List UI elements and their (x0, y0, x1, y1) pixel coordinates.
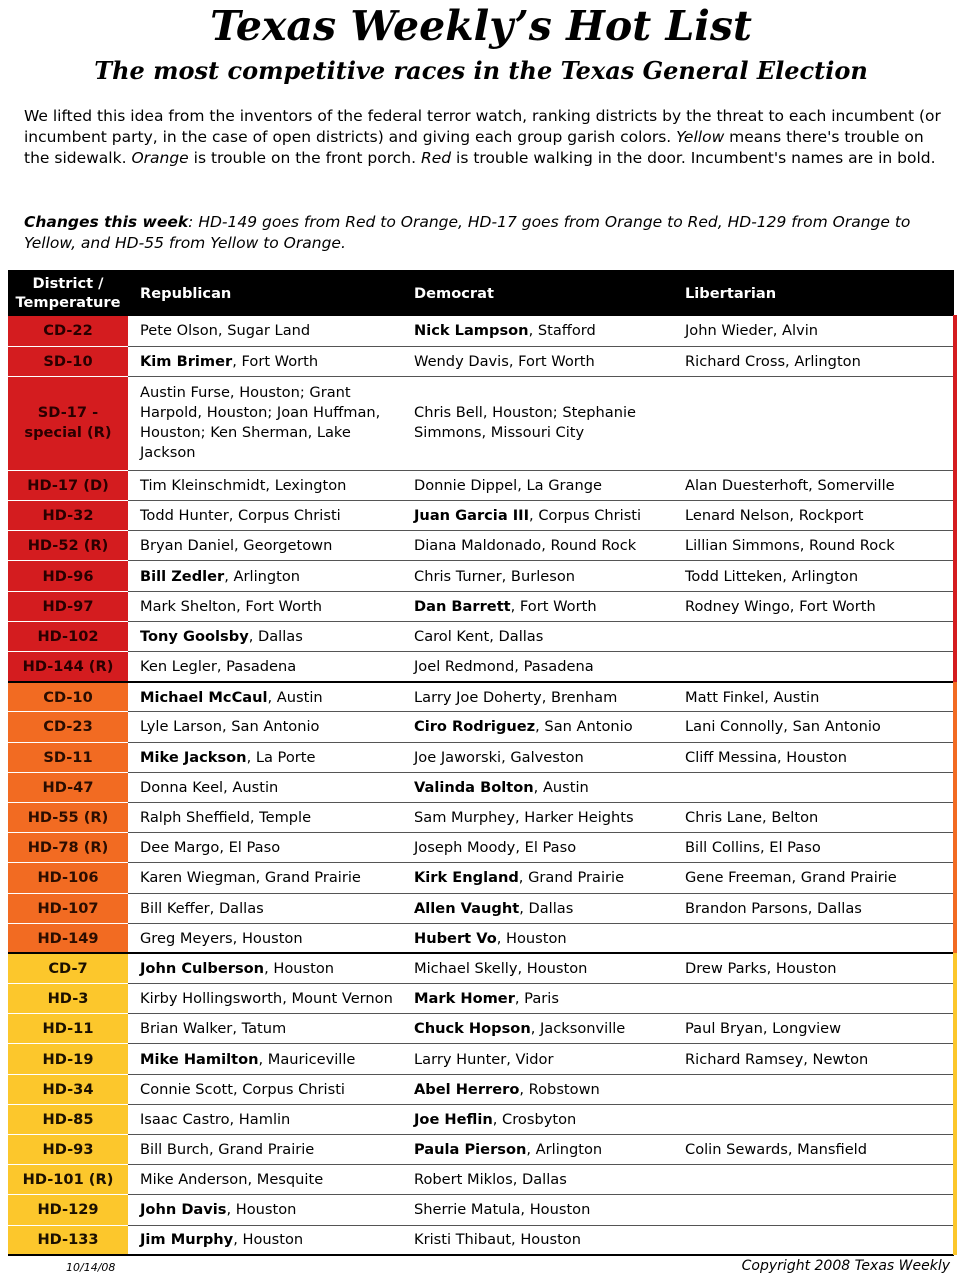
incumbent-name: John Davis (140, 1201, 227, 1219)
candidate-city: , El Paso (219, 839, 281, 857)
district-cell: HD-101 (R) (8, 1165, 128, 1195)
district-cell: HD-78 (R) (8, 833, 128, 863)
candidate-city: , Fort Worth (510, 597, 597, 615)
libertarian-cell (673, 1225, 954, 1255)
candidate-city: , Fort Worth (236, 597, 322, 615)
candidate-name: Sherrie Matula (414, 1201, 521, 1219)
changes-label: Changes this week (24, 213, 189, 231)
candidate-city: , Austin (533, 778, 589, 796)
incumbent-name: Mike Hamilton (140, 1050, 259, 1068)
candidate-city: , Mesquite (247, 1171, 324, 1189)
republican-cell (128, 984, 402, 1014)
intro-text-4: is trouble walking in the door. Incumbent's names are in bold. (451, 149, 936, 167)
republican-cell (128, 772, 402, 802)
table-body (8, 316, 954, 1255)
democrat-cell (402, 833, 673, 863)
republican-cell (128, 953, 402, 983)
district-cell: CD-10 (8, 682, 128, 712)
candidate-name: Brian Walker (140, 1020, 233, 1038)
intro-text-2: means there's trouble on the sidewalk. (24, 128, 924, 167)
changes-paragraph (24, 212, 944, 254)
democrat-cell (402, 621, 673, 651)
candidate-city: , Houston (517, 960, 588, 978)
incumbent-name: Hubert Vo (414, 929, 497, 947)
table-row (8, 561, 954, 591)
democrat-cell (402, 953, 673, 983)
intro-text-1: We lifted this idea from the inventors of the federal terror watch, ranking districts by the threat to each incumbent (or incumbent party, in the case of open districts) and giving each group garish colors. (24, 107, 941, 146)
libertarian-cell: Chris Lane, Belton (673, 802, 954, 832)
libertarian-cell: Paul Bryan, Longview (673, 1014, 954, 1044)
incumbent-name: John Culberson (140, 960, 265, 978)
republican-cell (128, 531, 402, 561)
candidate-city: , Tatum (232, 1020, 287, 1038)
table-row (8, 984, 954, 1014)
candidate-city: , Houston (226, 1201, 297, 1219)
table-row (8, 712, 954, 742)
district-cell: HD-52 (R) (8, 531, 128, 561)
candidate-city: , La Porte (246, 748, 316, 766)
candidate-city: , Harker Heights (515, 809, 634, 827)
header-district: District / Temperature (8, 270, 128, 316)
candidate-name: Bill Burch (140, 1141, 210, 1159)
democrat-cell (402, 893, 673, 923)
democrat-cell (402, 591, 673, 621)
table-row (8, 802, 954, 832)
democrat-cell (402, 316, 673, 346)
candidate-city: , El Paso (515, 839, 577, 857)
district-cell: CD-22 (8, 316, 128, 346)
candidate-city: , Burleson (501, 567, 576, 585)
candidate-name: Mike Anderson (140, 1171, 248, 1189)
libertarian-cell (673, 923, 954, 953)
table-row (8, 1225, 954, 1255)
republican-cell (128, 470, 402, 500)
table-row (8, 1044, 954, 1074)
table-row (8, 1135, 954, 1165)
candidate-city: , Jacksonville (530, 1020, 626, 1038)
district-cell: HD-129 (8, 1195, 128, 1225)
candidate-city: , Lexington (265, 476, 347, 494)
democrat-cell (402, 1104, 673, 1134)
candidate-city: , Fort Worth (232, 352, 319, 370)
district-cell: HD-3 (8, 984, 128, 1014)
district-cell: CD-7 (8, 953, 128, 983)
candidate-name: Ken Legler (140, 657, 217, 675)
district-cell: HD-55 (R) (8, 802, 128, 832)
candidate-city: , Brenham (541, 688, 618, 706)
candidate-city: , Arlington (224, 567, 301, 585)
candidate-name: Karen Wiegman (140, 869, 256, 887)
republican-cell (128, 682, 402, 712)
candidate-city: , Grand Prairie (255, 869, 361, 887)
table-row (8, 376, 954, 470)
candidate-name: Joel Redmond (414, 657, 515, 675)
table-row (8, 531, 954, 561)
candidate-city: , Dallas (209, 899, 264, 917)
candidate-name: Chris Bell, Houston; Stephanie Simmons, Missouri City (414, 404, 637, 442)
table-row (8, 953, 954, 983)
candidate-city: , La Grange (517, 476, 602, 494)
district-cell: CD-23 (8, 712, 128, 742)
democrat-cell (402, 1165, 673, 1195)
candidate-name: Robert Miklos (414, 1171, 513, 1189)
democrat-cell (402, 742, 673, 772)
republican-cell (128, 712, 402, 742)
footer-date: 10/14/08 (66, 1261, 116, 1274)
libertarian-cell: Colin Sewards, Mansfield (673, 1135, 954, 1165)
incumbent-name: Abel Herrero (414, 1080, 520, 1098)
republican-cell (128, 591, 402, 621)
candidate-name: Bill Keffer (140, 899, 210, 917)
footer-copyright: Copyright 2008 Texas Weekly (741, 1258, 950, 1274)
candidate-name: Lyle Larson (140, 718, 222, 736)
table-row (8, 591, 954, 621)
candidate-city: , Georgetown (234, 537, 333, 555)
district-cell: HD-34 (8, 1074, 128, 1104)
table-row (8, 742, 954, 772)
table-row (8, 621, 954, 651)
democrat-cell (402, 470, 673, 500)
candidate-city: , San Antonio (535, 718, 633, 736)
libertarian-cell: Drew Parks, Houston (673, 953, 954, 983)
libertarian-cell: Cliff Messina, Houston (673, 742, 954, 772)
democrat-cell (402, 772, 673, 802)
libertarian-cell (673, 652, 954, 682)
candidate-name: Connie Scott (140, 1080, 233, 1098)
candidate-city: , Arlington (526, 1141, 603, 1159)
candidate-city: , Houston (233, 1231, 304, 1249)
candidate-city: , Mount Vernon (282, 990, 393, 1008)
candidate-city: , Galveston (501, 748, 584, 766)
district-cell: HD-11 (8, 1014, 128, 1044)
democrat-cell (402, 531, 673, 561)
democrat-cell (402, 376, 673, 470)
candidate-city: , Corpus Christi (232, 1080, 345, 1098)
candidate-city: , Pasadena (514, 657, 594, 675)
candidate-city: , Stafford (528, 322, 596, 340)
district-cell: HD-144 (R) (8, 652, 128, 682)
incumbent-name: Jim Murphy (140, 1231, 234, 1249)
candidate-city: , Austin (223, 778, 279, 796)
candidate-city: , Dallas (489, 627, 544, 645)
incumbent-name: Paula Pierson (414, 1141, 527, 1159)
district-cell: HD-17 (D) (8, 470, 128, 500)
libertarian-cell: Gene Freeman, Grand Prairie (673, 863, 954, 893)
candidate-name: Larry Joe Doherty (414, 688, 542, 706)
candidate-city: , Grand Prairie (518, 869, 625, 887)
district-cell: HD-102 (8, 621, 128, 651)
libertarian-cell: Bill Collins, El Paso (673, 833, 954, 863)
libertarian-cell (673, 621, 954, 651)
candidate-name: Wendy Davis (414, 352, 509, 370)
candidate-name: Todd Hunter (140, 507, 229, 525)
table-row (8, 1014, 954, 1044)
district-cell: HD-97 (8, 591, 128, 621)
libertarian-cell: Todd Litteken, Arlington (673, 561, 954, 591)
candidate-name: Joe Jaworski (414, 748, 502, 766)
republican-cell (128, 1165, 402, 1195)
republican-cell (128, 1135, 402, 1165)
candidate-name: Isaac Castro (140, 1110, 230, 1128)
incumbent-name: Chuck Hopson (414, 1020, 531, 1038)
democrat-cell (402, 652, 673, 682)
republican-cell (128, 742, 402, 772)
incumbent-name: Nick Lampson (414, 322, 529, 340)
libertarian-cell (673, 1165, 954, 1195)
header-republican: Republican (128, 270, 402, 316)
incumbent-name: Michael McCaul (140, 688, 268, 706)
libertarian-cell: Rodney Wingo, Fort Worth (673, 591, 954, 621)
intro-yellow-word: Yellow (676, 128, 725, 146)
democrat-cell (402, 682, 673, 712)
candidate-city: , Hamlin (229, 1110, 291, 1128)
page-subtitle: The most competitive races in the Texas General Election (94, 56, 868, 85)
libertarian-cell (673, 984, 954, 1014)
district-cell: HD-19 (8, 1044, 128, 1074)
candidate-city: , Grand Prairie (209, 1141, 315, 1159)
candidate-city: , Paris (514, 990, 559, 1008)
republican-cell (128, 621, 402, 651)
democrat-cell (402, 1074, 673, 1104)
candidate-name: Larry Hunter (414, 1050, 507, 1068)
libertarian-cell: Brandon Parsons, Dallas (673, 893, 954, 923)
libertarian-cell (673, 1104, 954, 1134)
candidate-city: , Houston (511, 1231, 581, 1249)
intro-paragraph (24, 106, 944, 169)
democrat-cell (402, 561, 673, 591)
candidate-city: , Fort Worth (508, 352, 595, 370)
incumbent-name: Juan Garcia III (414, 507, 530, 525)
page-title: Texas Weekly’s Hot List (210, 2, 752, 50)
candidate-city: , Dallas (512, 1171, 567, 1189)
table-row (8, 470, 954, 500)
header-democrat: Democrat (402, 270, 673, 316)
democrat-cell (402, 1014, 673, 1044)
district-cell: HD-107 (8, 893, 128, 923)
republican-cell (128, 1044, 402, 1074)
republican-cell (128, 1014, 402, 1044)
changes-text: : HD-149 goes from Red to Orange, HD-17 goes from Orange to Red, HD-129 from Orange to Yellow, and HD-55 from Yellow to Orange. (24, 213, 911, 252)
libertarian-cell (673, 772, 954, 802)
table-row (8, 682, 954, 712)
district-cell: HD-149 (8, 923, 128, 953)
republican-cell (128, 893, 402, 923)
candidate-name: Chris Turner (414, 567, 502, 585)
table-row (8, 1165, 954, 1195)
candidate-city: , Corpus Christi (228, 507, 341, 525)
libertarian-cell: Matt Finkel, Austin (673, 682, 954, 712)
democrat-cell (402, 863, 673, 893)
candidate-name: Greg Meyers (140, 929, 233, 947)
district-cell: HD-93 (8, 1135, 128, 1165)
table-row (8, 501, 954, 531)
candidate-name: Kirby Hollingsworth (140, 990, 283, 1008)
incumbent-name: Mark Homer (414, 990, 515, 1008)
republican-cell (128, 1195, 402, 1225)
candidate-city: , Pasadena (216, 657, 297, 675)
district-cell: HD-106 (8, 863, 128, 893)
incumbent-name: Valinda Bolton (414, 778, 534, 796)
table-header-row (8, 270, 954, 316)
table-row (8, 833, 954, 863)
democrat-cell (402, 984, 673, 1014)
democrat-cell (402, 1195, 673, 1225)
candidate-city: , Houston (520, 1201, 591, 1219)
table-row (8, 1104, 954, 1134)
candidate-city: , Dallas (248, 627, 303, 645)
table-row (8, 772, 954, 802)
republican-cell (128, 501, 402, 531)
incumbent-name: Dan Barrett (414, 597, 511, 615)
candidate-name: Sam Murphey (414, 809, 516, 827)
candidate-city: , Corpus Christi (529, 507, 642, 525)
libertarian-cell (673, 1074, 954, 1104)
incumbent-name: Allen Vaught (414, 899, 520, 917)
district-cell: HD-133 (8, 1225, 128, 1255)
candidate-name: Pete Olson (140, 322, 218, 340)
candidate-name: Diana Maldonado (414, 537, 542, 555)
candidate-city: , Houston (496, 929, 567, 947)
republican-cell (128, 561, 402, 591)
candidate-name: Joseph Moody (414, 839, 516, 857)
candidate-city: , Robstown (519, 1080, 600, 1098)
table-row (8, 923, 954, 953)
republican-cell (128, 863, 402, 893)
libertarian-cell: Richard Ramsey, Newton (673, 1044, 954, 1074)
candidate-name: Austin Furse, Houston; Grant Harpold, Houston; Joan Huffman, Houston; Ken Sherman, Lake Jackson (140, 384, 381, 462)
incumbent-name: Tony Goolsby (140, 627, 249, 645)
candidate-city: , Vidor (506, 1050, 554, 1068)
republican-cell (128, 1074, 402, 1104)
democrat-cell (402, 1135, 673, 1165)
incumbent-name: Kirk England (414, 869, 519, 887)
democrat-cell (402, 1044, 673, 1074)
table-row (8, 316, 954, 346)
republican-cell (128, 1104, 402, 1134)
district-cell: HD-32 (8, 501, 128, 531)
libertarian-cell (673, 1195, 954, 1225)
candidate-name: Michael Skelly (414, 960, 518, 978)
libertarian-cell: Richard Cross, Arlington (673, 346, 954, 376)
candidate-name: Kristi Thibaut (414, 1231, 512, 1249)
democrat-cell (402, 346, 673, 376)
table-row (8, 863, 954, 893)
libertarian-cell: Lillian Simmons, Round Rock (673, 531, 954, 561)
candidate-city: , San Antonio (221, 718, 320, 736)
district-cell: SD-17 - special (R) (8, 376, 128, 470)
democrat-cell (402, 501, 673, 531)
candidate-city: , Round Rock (541, 537, 637, 555)
democrat-cell (402, 923, 673, 953)
libertarian-cell: Lani Connolly, San Antonio (673, 712, 954, 742)
candidate-name: Tim Kleinschmidt (140, 476, 266, 494)
district-cell: HD-96 (8, 561, 128, 591)
candidate-name: Dee Margo (140, 839, 220, 857)
district-cell: HD-85 (8, 1104, 128, 1134)
intro-red-word: Red (420, 149, 452, 167)
democrat-cell (402, 1225, 673, 1255)
republican-cell (128, 316, 402, 346)
candidate-name: Bryan Daniel (140, 537, 234, 555)
table-row (8, 1074, 954, 1104)
candidate-name: Carol Kent (414, 627, 490, 645)
candidate-name: Donna Keel (140, 778, 224, 796)
republican-cell (128, 833, 402, 863)
republican-cell (128, 652, 402, 682)
candidate-city: , Houston (264, 960, 334, 978)
libertarian-cell: Alan Duesterhoft, Somerville (673, 470, 954, 500)
candidate-city: , Austin (267, 688, 323, 706)
republican-cell (128, 346, 402, 376)
incumbent-name: Ciro Rodriguez (414, 718, 536, 736)
candidate-city: , Crosbyton (492, 1110, 577, 1128)
candidate-city: , Sugar Land (217, 322, 311, 340)
incumbent-name: Mike Jackson (140, 748, 247, 766)
libertarian-cell (673, 376, 954, 470)
republican-cell (128, 1225, 402, 1255)
libertarian-cell: John Wieder, Alvin (673, 316, 954, 346)
republican-cell (128, 802, 402, 832)
candidate-name: Donnie Dippel (414, 476, 518, 494)
district-cell: HD-47 (8, 772, 128, 802)
candidate-city: , Mauriceville (258, 1050, 356, 1068)
table-row (8, 652, 954, 682)
candidate-name: Ralph Sheffield (140, 809, 250, 827)
intro-orange-word: Orange (131, 149, 189, 167)
republican-cell (128, 376, 402, 470)
district-cell: SD-11 (8, 742, 128, 772)
incumbent-name: Joe Heflin (414, 1110, 493, 1128)
candidate-city: , Temple (249, 809, 312, 827)
candidate-name: Mark Shelton (140, 597, 237, 615)
intro-text-3: is trouble on the front porch. (188, 149, 421, 167)
incumbent-name: Kim Brimer (140, 352, 233, 370)
republican-cell (128, 923, 402, 953)
table-row (8, 1195, 954, 1225)
candidate-city: , Houston (232, 929, 303, 947)
table-row (8, 893, 954, 923)
district-cell: SD-10 (8, 346, 128, 376)
hot-list-table (8, 270, 954, 1256)
libertarian-cell: Lenard Nelson, Rockport (673, 501, 954, 531)
incumbent-name: Bill Zedler (140, 567, 225, 585)
democrat-cell (402, 712, 673, 742)
header-libertarian: Libertarian (673, 270, 954, 316)
table-row (8, 346, 954, 376)
candidate-city: , Dallas (519, 899, 574, 917)
democrat-cell (402, 802, 673, 832)
